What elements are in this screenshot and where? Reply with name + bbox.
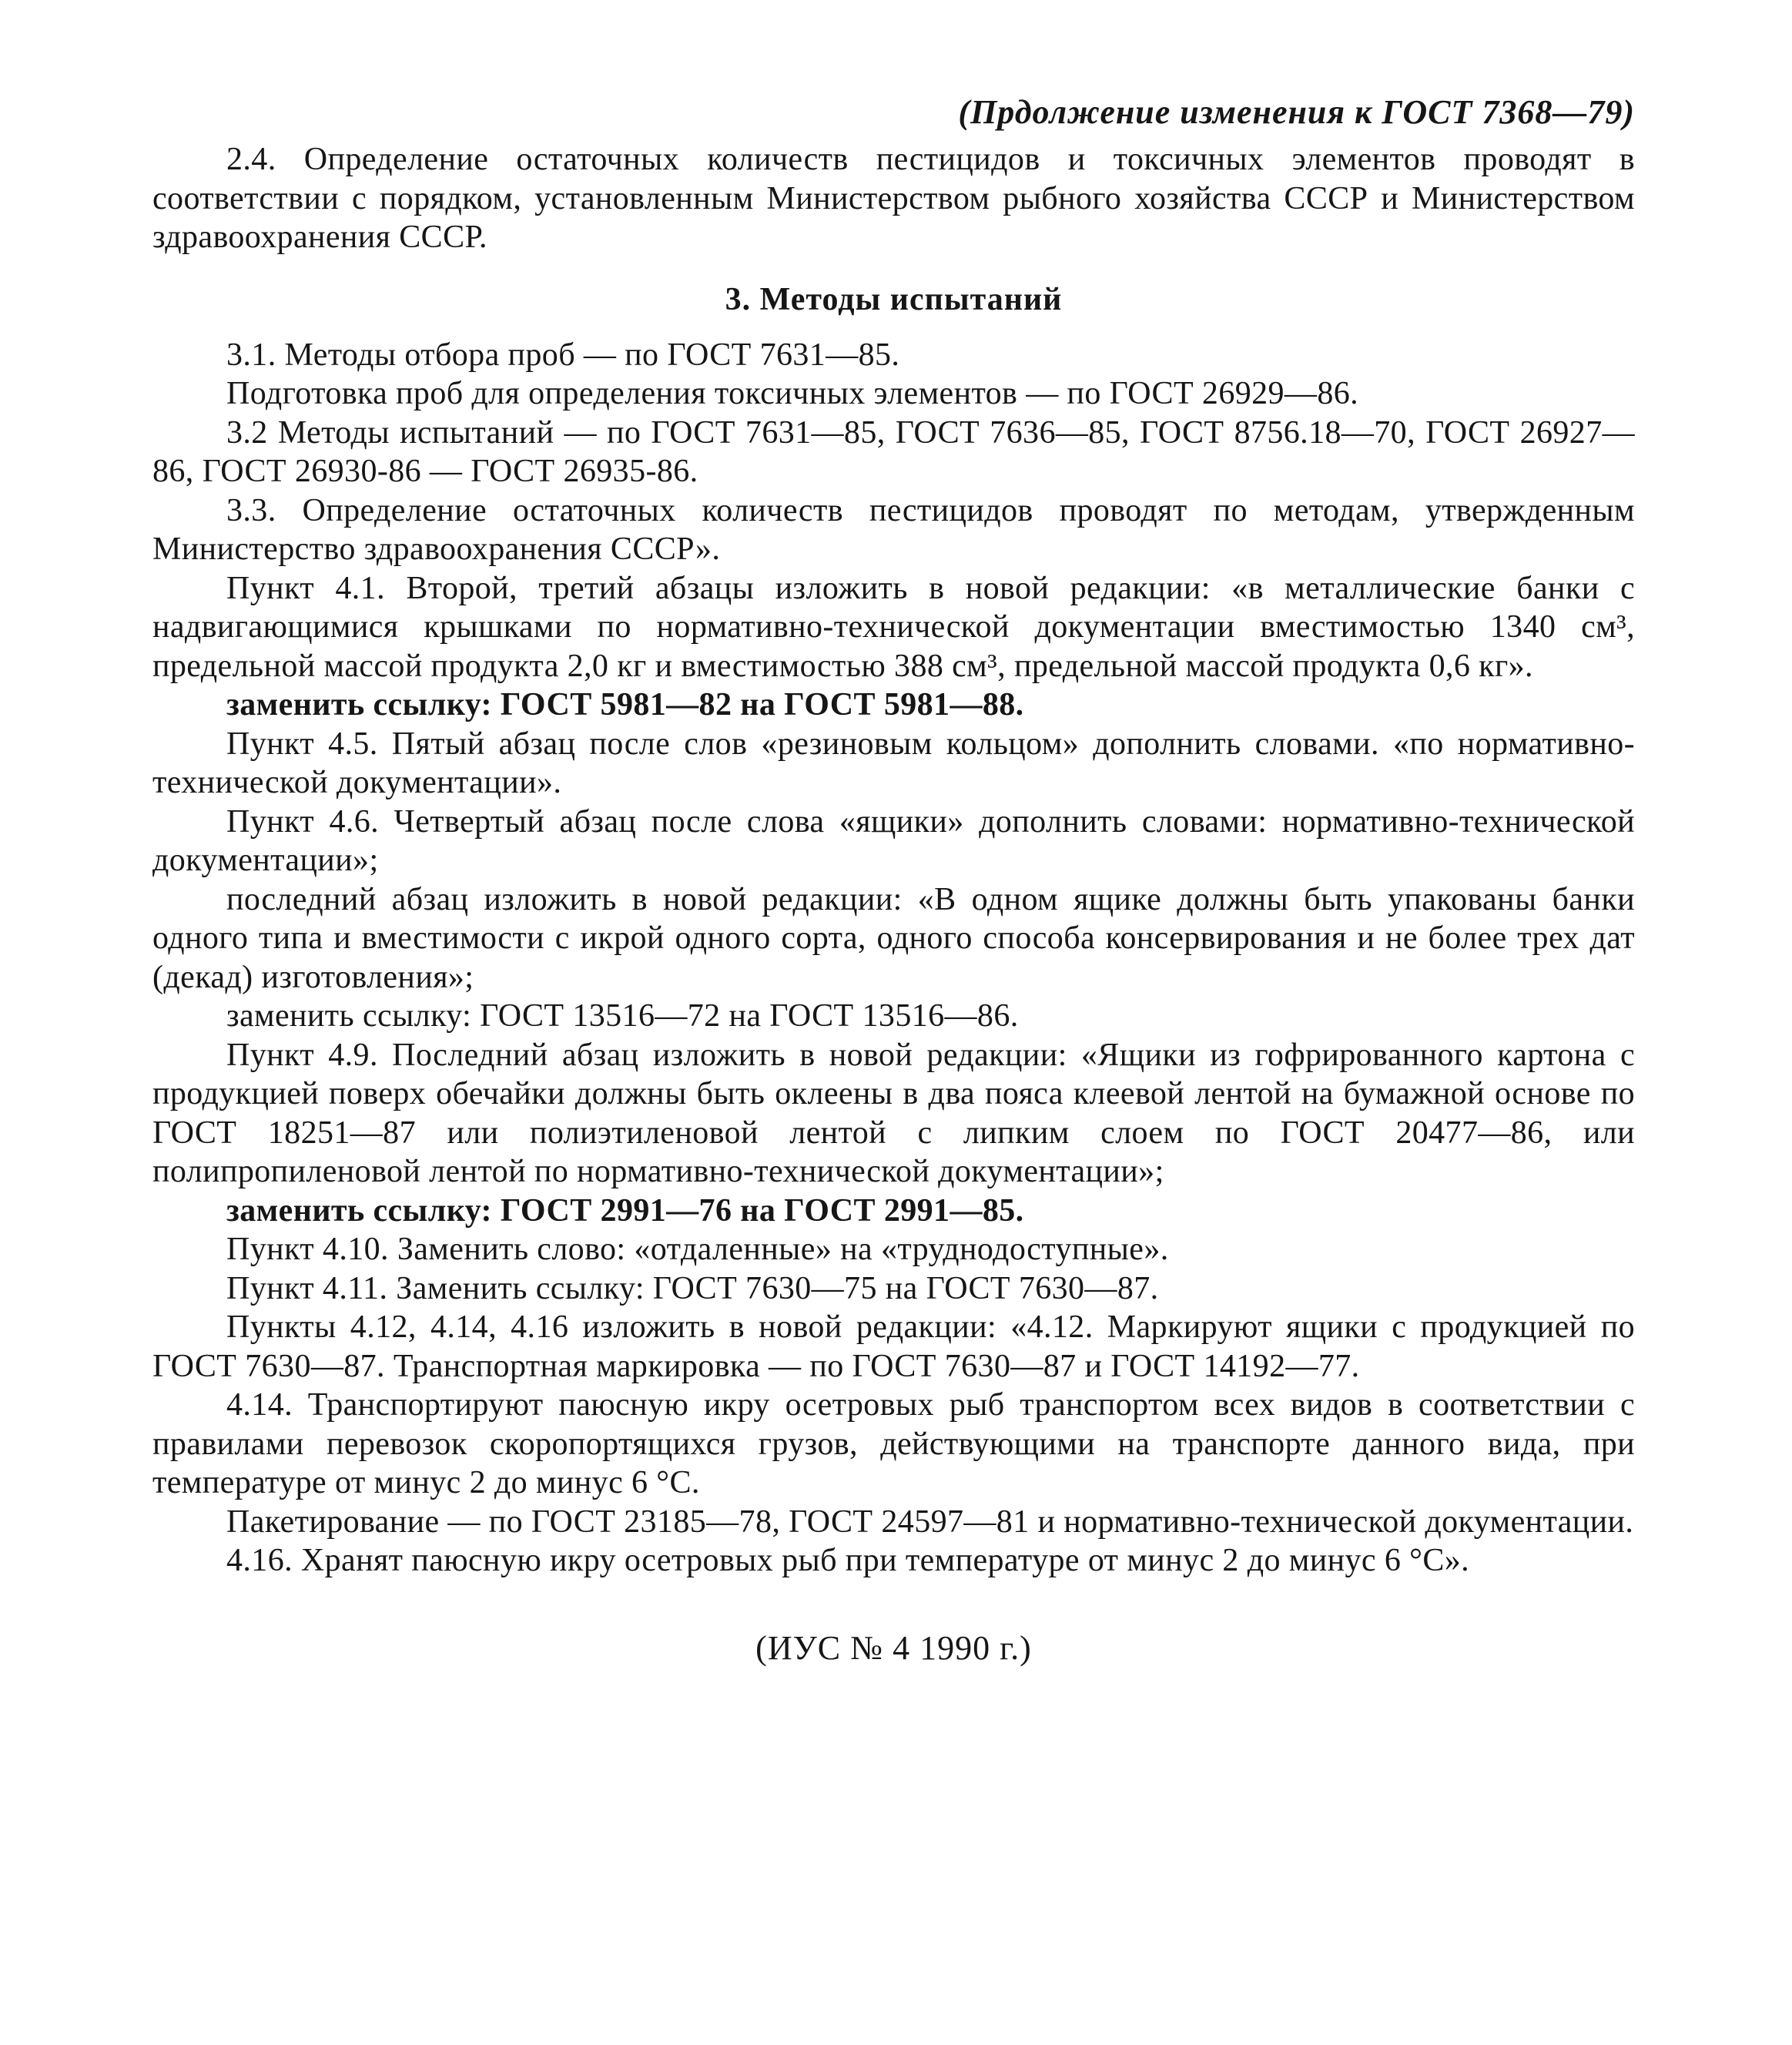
section-heading-methods: 3. Методы испытаний — [725, 281, 1063, 317]
paragraph-packaging: Пакетирование — по ГОСТ 23185—78, ГОСТ 24597—81 и нормативно-технической документации. — [226, 1504, 1634, 1540]
running-head: (Прдолжение изменения к ГОСТ 7368—79) — [958, 93, 1635, 131]
intro-block — [152, 140, 1635, 257]
ius-reference: (ИУС № 4 1990 г.) — [755, 1628, 1032, 1667]
section-3-body — [152, 336, 1635, 1581]
paragraph-replace-ref-2991: заменить ссылку: ГОСТ 2991—76 на ГОСТ 2991—85. — [226, 1192, 1024, 1229]
document-page — [152, 91, 1635, 1670]
paragraph-last-abzac: последний абзац изложить в новой редакции: «В одном ящике должны быть упакованы банки одного типа и вместимости с икрой одного сорта, одного способа консервирования и не более трех дат (декад) изготовления»; — [152, 881, 1635, 995]
paragraph-item-4-1: Пункт 4.1. Второй, третий абзацы изложить в новой редакции: «в металлические банки с надвигающимися крышками по нормативно-технической документации вместимостью 1340 см³, предельной массой продукта 2,0 кг и вместимостью 388 см³, предельной массой продукта 0,6 кг». — [152, 570, 1635, 684]
paragraph-replace-ref-13516: заменить ссылку: ГОСТ 13516—72 на ГОСТ 13516—86. — [226, 998, 1019, 1034]
paragraph-sample-prep: Подготовка проб для определения токсичных элементов — по ГОСТ 26929—86. — [226, 376, 1359, 411]
paragraph-2-4: 2.4. Определение остаточных количеств пестицидов и токсичных элементов проводят в соответствии с порядком, установленным Министерством рыбного хозяйства СССР и Министерством здравоохранения СССР. — [152, 142, 1635, 255]
paragraph-3-3: 3.3. Определение остаточных количеств пестицидов проводят по методам, утвержденным Министерство здравоохранения СССР». — [152, 492, 1635, 567]
paragraph-item-4-11: Пункт 4.11. Заменить ссылку: ГОСТ 7630—75 на ГОСТ 7630—87. — [226, 1270, 1159, 1306]
paragraph-4-14: 4.14. Транспортируют паюсную икру осетровых рыб транспортом всех видов в соответствии с правилами перевозок скоропортящихся грузов, действующими на транспорте данного вида, при температуре от минус 2 до минус 6 °С. — [152, 1387, 1635, 1500]
paragraph-4-16: 4.16. Хранят паюсную икру осетровых рыб при температуре от минус 2 до минус 6 °С». — [226, 1543, 1470, 1578]
paragraph-item-4-10: Пункт 4.10. Заменить слово: «отдаленные» на «труднодоступные». — [226, 1232, 1169, 1267]
paragraph-item-4-9: Пункт 4.9. Последний абзац изложить в новой редакции: «Ящики из гофрированного картона с продукцией поверх обечайки должны быть оклеены в два пояса клеевой лентой на бумажной основе по ГОСТ 18251—87 или полиэтиленовой лентой с липким слоем по ГОСТ 20477—86, или полипропиленовой лентой по нормативно-технической документации»; — [152, 1037, 1635, 1189]
paragraph-items-4-12-4-14-4-16: Пункты 4.12, 4.14, 4.16 изложить в новой редакции: «4.12. Маркируют ящики с продукцией по ГОСТ 7630—87. Транспортная маркировка — по ГОСТ 7630—87 и ГОСТ 14192—77. — [152, 1309, 1635, 1384]
paragraph-3-2: 3.2 Методы испытаний — по ГОСТ 7631—85, ГОСТ 7636—85, ГОСТ 8756.18—70, ГОСТ 26927—86, ГОСТ 26930-86 — ГОСТ 26935-86. — [152, 414, 1635, 489]
paragraph-replace-ref-5981: заменить ссылку: ГОСТ 5981—82 на ГОСТ 5981—88. — [226, 687, 1024, 722]
paragraph-3-1: 3.1. Методы отбора проб — по ГОСТ 7631—85. — [226, 337, 900, 373]
paragraph-item-4-6: Пункт 4.6. Четвертый абзац после слова «ящики» дополнить словами: нормативно-технической документации»; — [152, 803, 1635, 878]
paragraph-item-4-5: Пункт 4.5. Пятый абзац после слов «резиновым кольцом» дополнить словами. «по нормативно-технической документации». — [152, 726, 1635, 800]
